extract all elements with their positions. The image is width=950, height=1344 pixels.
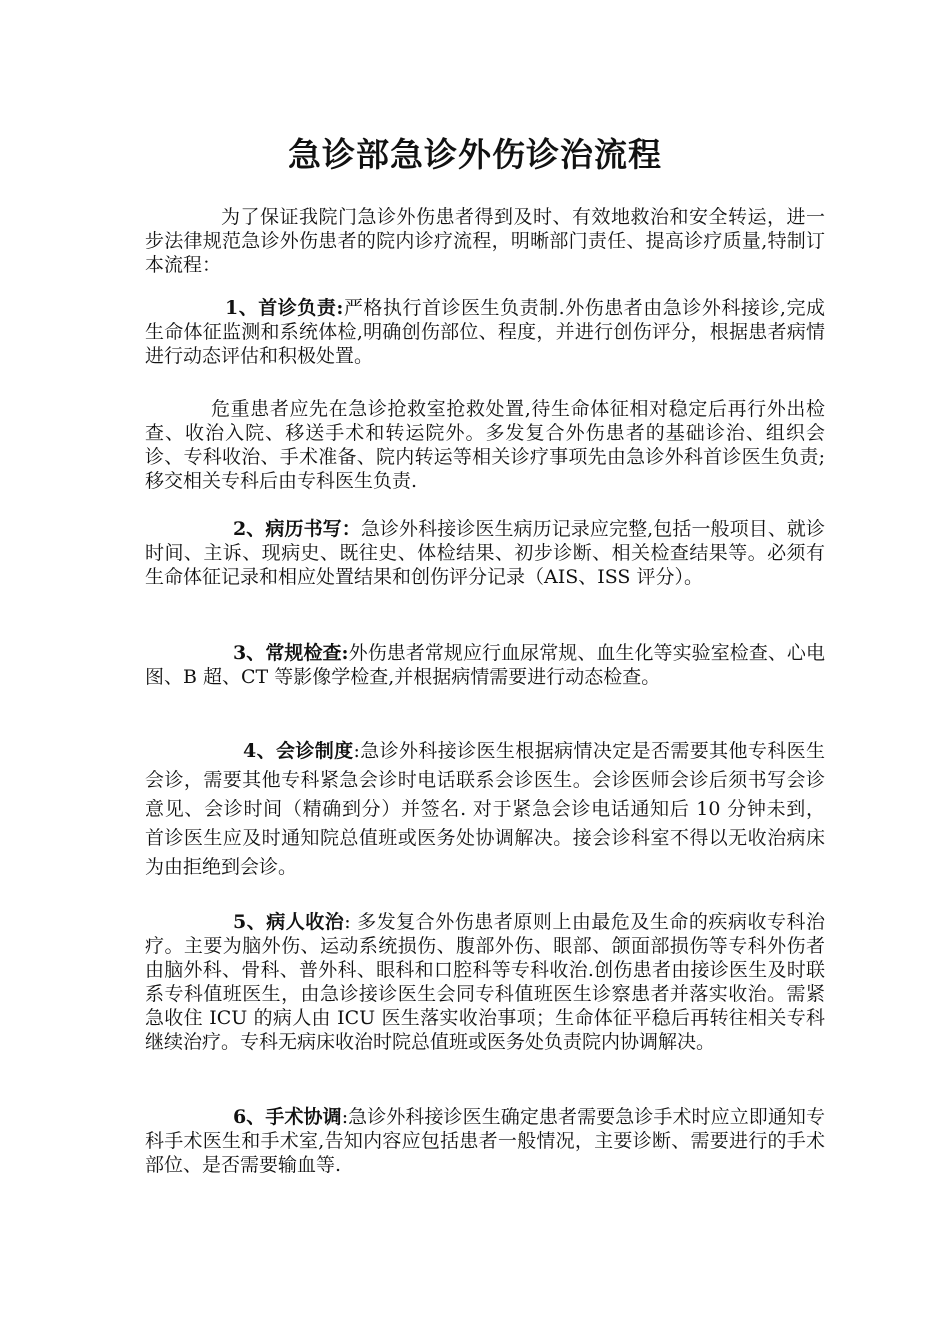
section-3-text: 外伤患者常规应行血尿常规、血生化等实验室检查、心电图、B 超、CT 等影像学检查,并根据病情需要进行动态检查。 (145, 642, 825, 688)
section-1-label: 1、首诊负责: (225, 297, 344, 319)
intro-paragraph: 为了保证我院门急诊外伤患者得到及时、有效地救治和安全转运，进一步法律规范急诊外伤患者的院内诊疗流程，明晰部门责任、提高诊疗质量,特制订本流程： (145, 206, 825, 276)
section-5-label: 5、病人收治 (233, 911, 345, 933)
section-6-label: 6、手术协调 (233, 1106, 342, 1128)
section-3-paragraph (145, 641, 825, 689)
section-4-paragraph (145, 737, 825, 882)
document-title: 急诊部急诊外伤诊治流程 (288, 135, 662, 174)
section-1-paragraph (145, 296, 825, 368)
section-4-text: :急诊外科接诊医生根据病情决定是否需要其他专科医生会诊，需要其他专科紧急会诊时电话联系会诊医生。会诊医师会诊后须书写会诊意见、会诊时间（精确到分）并签名. 对于紧急会诊电话通知后 10 分钟未到， 首诊医生应及时通知院总值班或医务处协调解决。接会诊科室不得以无收治病床为由拒绝到会诊。 (145, 740, 825, 878)
section-2-text: 急诊外科接诊医生病历记录应完整,包括一般项目、就诊时间、主诉、现病史、既往史、体检结果、初步诊断、相关检查结果等。必须有生命体征记录和相应处置结果和创伤评分记录（AIS、ISS 评分）。 (145, 518, 825, 588)
section-4-label: 4、会诊制度 (243, 740, 354, 762)
section-3-label: 3、常规检查: (233, 642, 349, 664)
section-6-text: :急诊外科接诊医生确定患者需要急诊手术时应立即通知专科手术医生和手术室,告知内容应包括患者一般情况，主要诊断、需要进行的手术部位、是否需要输血等. (145, 1106, 825, 1176)
section-5-paragraph (145, 910, 825, 1054)
section-6-paragraph (145, 1105, 825, 1177)
section-2-label: 2、病历书写： (233, 518, 361, 540)
section-1-text: 严格执行首诊医生负责制.外伤患者由急诊外科接诊,完成生命体征监测和系统体检,明确创伤部位、程度，并进行创伤评分，根据患者病情进行动态评估和积极处置。 (145, 297, 826, 367)
section-2-paragraph (145, 517, 825, 589)
section-5-text: : 多发复合外伤患者原则上由最危及生命的疾病收专科治疗。主要为脑外伤、运动系统损伤、腹部外伤、眼部、颌面部损伤等专科外伤者由脑外科、骨科、普外科、眼科和口腔科等专科收治.创伤患者由接诊医生及时联系专科值班医生，由急诊接诊医生会同专科值班医生诊察患者并落实收治。需紧急收住 ICU 的病人由 ICU 医生落实收治事项；生命体征平稳后再转往相关专科继续治疗。专科无病床收治时院总值班或医务处负责院内协调解决。 (145, 911, 825, 1053)
section-1-continued-text: 危重患者应先在急诊抢救室抢救处置,待生命体征相对稳定后再行外出检查、收治入院、移送手术和转运院外。多发复合外伤患者的基础诊治、组织会诊、专科收治、手术准备、院内转运等相关诊疗事项先由急诊外科首诊医生负责;移交相关专科后由专科医生负责. (145, 398, 825, 492)
section-1-continued-paragraph (145, 397, 825, 493)
